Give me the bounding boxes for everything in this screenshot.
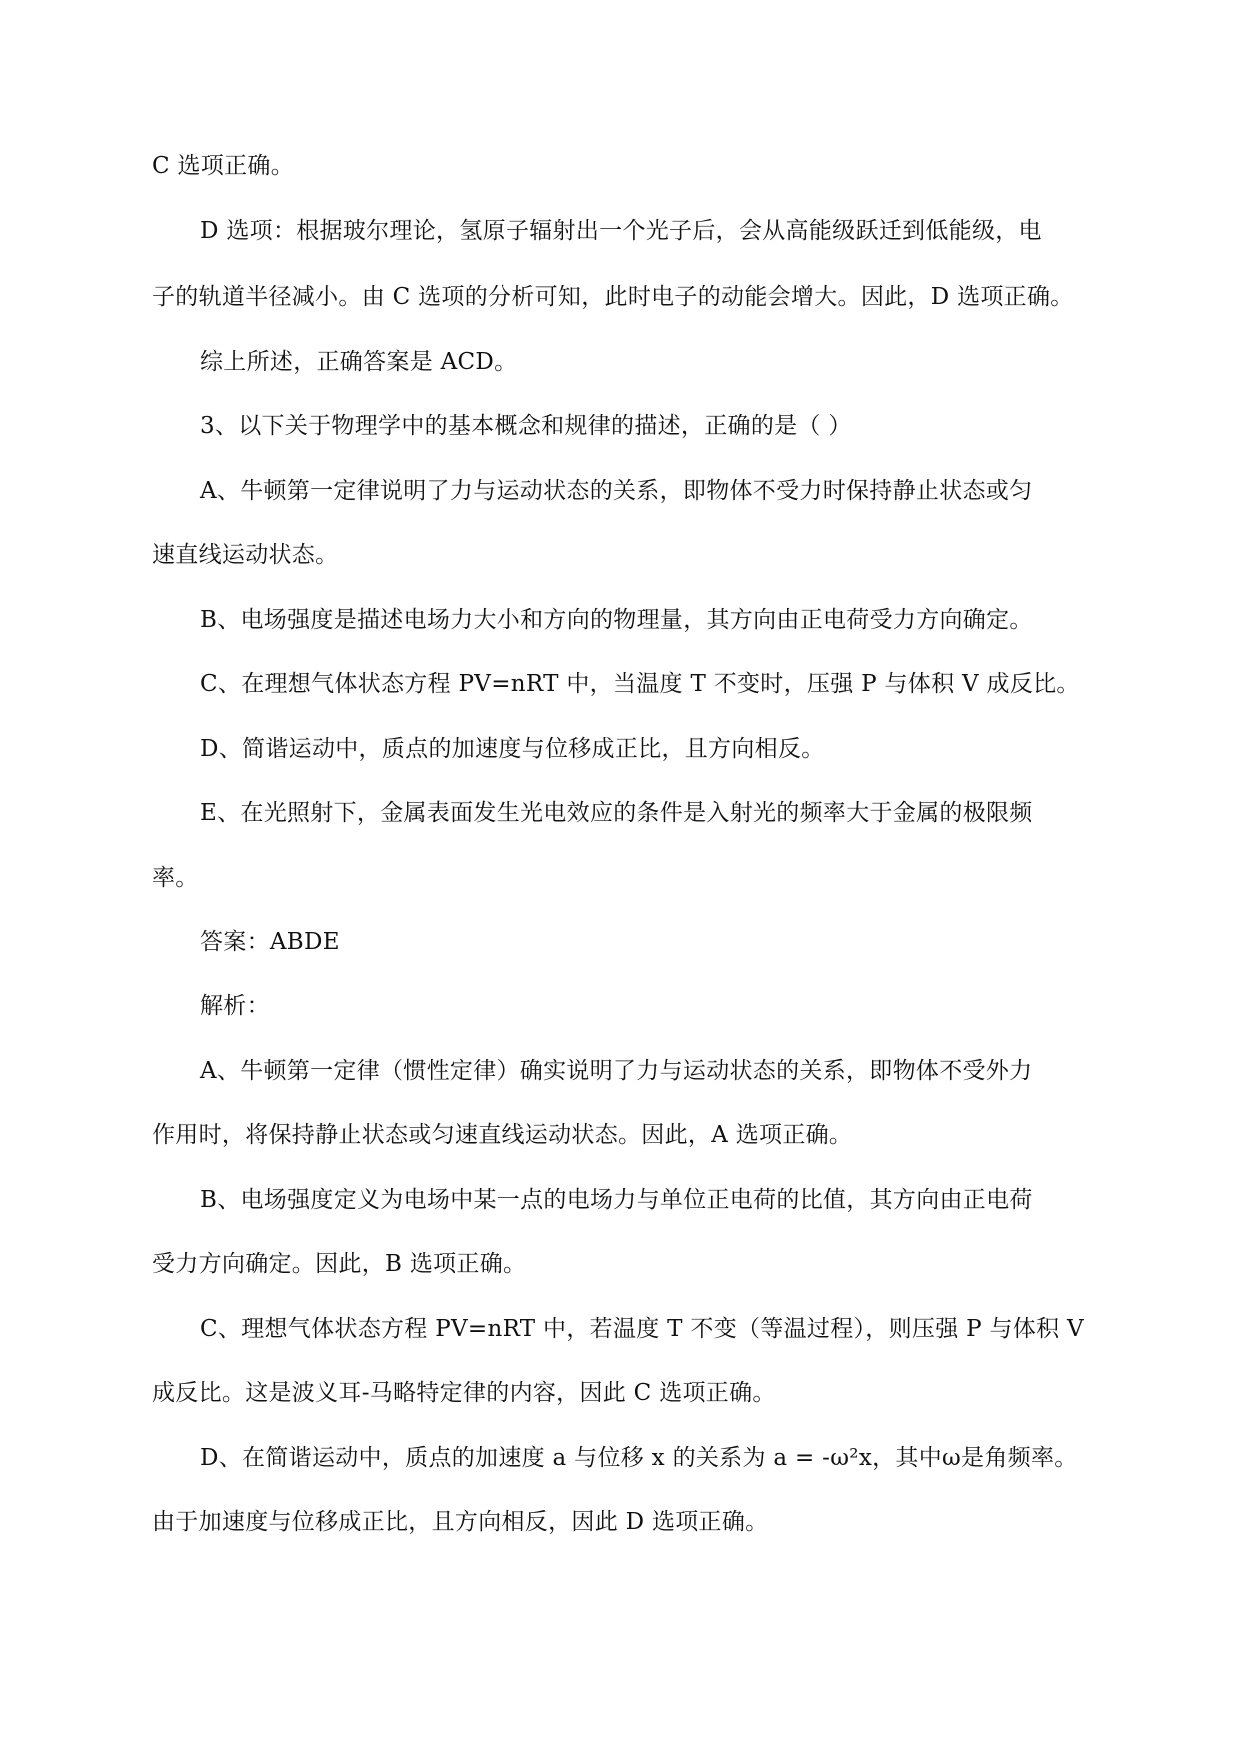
text-line: C、理想气体状态方程 PV=nRT 中，若温度 T 不变（等温过程），则压强 P 与体积 V [200, 1316, 1084, 1342]
text-line: 答案：ABDE [200, 929, 340, 955]
text-line: C、在理想气体状态方程 PV=nRT 中，当温度 T 不变时，压强 P 与体积 V 成反比。 [200, 671, 1080, 697]
text-line: 综上所述，正确答案是 ACD。 [200, 349, 518, 375]
text-line: 率。 [152, 865, 199, 891]
text-line: A、牛顿第一定律说明了力与运动状态的关系，即物体不受力时保持静止状态或匀 [200, 478, 1033, 504]
text-line: 3、以下关于物理学中的基本概念和规律的描述，正确的是（ ） [200, 413, 852, 439]
text-line: B、电场强度定义为电场中某一点的电场力与单位正电荷的比值，其方向由正电荷 [200, 1187, 1033, 1213]
text-line: C 选项正确。 [152, 153, 295, 179]
text-line: 受力方向确定。因此，B 选项正确。 [152, 1251, 527, 1277]
text-line: E、在光照射下，金属表面发生光电效应的条件是入射光的频率大于金属的极限频 [200, 800, 1033, 826]
text-line: 由于加速度与位移成正比，且方向相反，因此 D 选项正确。 [152, 1509, 769, 1535]
text-line: 解析： [200, 993, 270, 1019]
text-line: 作用时，将保持静止状态或匀速直线运动状态。因此，A 选项正确。 [152, 1122, 853, 1148]
text-line: 成反比。这是波义耳-马略特定律的内容，因此 C 选项正确。 [152, 1380, 776, 1406]
text-line: A、牛顿第一定律（惯性定律）确实说明了力与运动状态的关系，即物体不受外力 [200, 1058, 1033, 1084]
text-line: 子的轨道半径减小。由 C 选项的分析可知，此时电子的动能会增大。因此，D 选项正确。 [152, 284, 1074, 310]
text-line: D 选项：根据玻尔理论，氢原子辐射出一个光子后，会从高能级跃迁到低能级，电 [200, 218, 1042, 244]
text-line: D、在简谐运动中，质点的加速度 a 与位移 x 的关系为 a = -ω²x，其中ω是角频率。 [200, 1445, 1078, 1471]
text-line: D、简谐运动中，质点的加速度与位移成正比，且方向相反。 [200, 736, 825, 762]
text-line: B、电场强度是描述电场力大小和方向的物理量，其方向由正电荷受力方向确定。 [200, 607, 1033, 633]
text-line: 速直线运动状态。 [152, 542, 339, 568]
